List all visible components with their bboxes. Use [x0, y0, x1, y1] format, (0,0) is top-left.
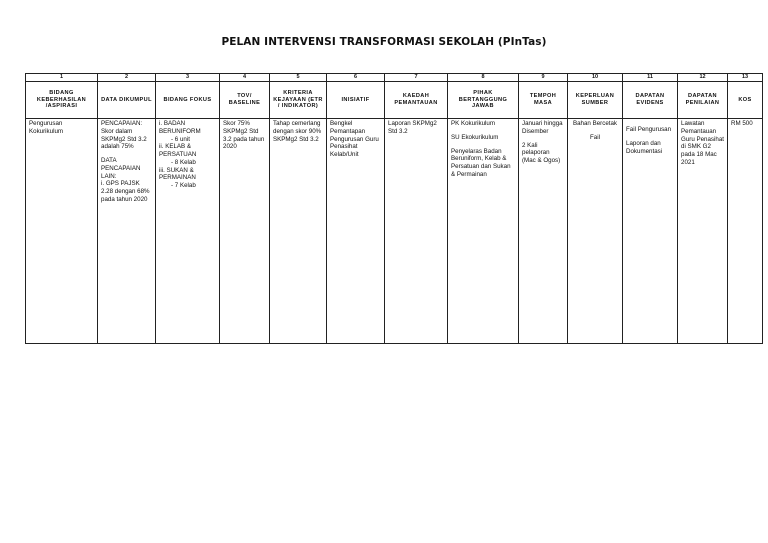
cell-evaluation — [678, 119, 728, 344]
column-header: PIHAK BERTANGGUNG JAWAB — [448, 82, 519, 119]
cell-text: Fail — [590, 133, 600, 141]
cell-aspiration — [26, 119, 98, 344]
column-number: 1 — [26, 74, 98, 82]
cell-text: Lawatan Pemantauan Guru Penasihat di SMK G2 pada 18 Mac 2021 — [681, 120, 724, 166]
cell-text: PK Kokurikulum — [451, 120, 496, 127]
cell-evidence — [623, 119, 678, 344]
cell-text: DATA PENCAPAIAN LAIN: — [101, 157, 141, 180]
column-number: 12 — [678, 74, 728, 82]
column-number: 11 — [623, 74, 678, 82]
column-header: BIDANG FOKUS — [156, 82, 220, 119]
cell-text: PENCAPAIAN: — [101, 120, 143, 127]
cell-text: Laporan dan Dokumentasi — [626, 139, 663, 155]
cell-text: Skor dalam SKPMg2 Std 3.2 adalah 75% — [101, 127, 147, 151]
column-header: INISIATIF — [327, 82, 385, 119]
column-header: KAEDAH PEMANTAUAN — [385, 82, 448, 119]
table-row — [26, 119, 763, 344]
page-title: PELAN INTERVENSI TRANSFORMASI SEKOLAH (PInTas) — [221, 36, 547, 48]
cell-text: Januari hingga Disember — [522, 120, 563, 135]
column-header: KEPERLUAN SUMBER — [568, 82, 623, 119]
cell-data-collected — [98, 119, 156, 344]
cell-text: iii. SUKAN & PERMAINAN — [159, 166, 196, 182]
column-header: KRITERIA KEJAYAAN (ETR / INDIKATOR) — [270, 82, 327, 119]
cell-resources — [568, 119, 623, 344]
column-number: 6 — [327, 74, 385, 82]
cell-baseline — [220, 119, 270, 344]
cell-text: RM 500 — [731, 120, 753, 127]
cell-text: i. GPS PAJSK 2.28 dengan 68% pada tahun 2020 — [101, 180, 150, 203]
cell-duration — [519, 119, 568, 344]
column-number: 9 — [519, 74, 568, 82]
cell-initiative — [327, 119, 385, 344]
column-header: TOV/ BASELINE — [220, 82, 270, 119]
column-header: BIDANG KEBERHASILAN /ASPIRASI — [26, 82, 98, 119]
cell-text: Pengurusan Kokurikulum — [29, 120, 64, 135]
cell-success-criteria — [270, 119, 327, 344]
column-number-row — [26, 74, 763, 82]
cell-text: 2 Kali pelaporan (Mac & Ogos) — [522, 141, 561, 164]
column-number: 10 — [568, 74, 623, 82]
cell-cost — [728, 119, 763, 344]
column-header: DAPATAN PENILAIAN — [678, 82, 728, 119]
column-number: 3 — [156, 74, 220, 82]
cell-text: - 6 unit — [171, 135, 190, 143]
column-number: 7 — [385, 74, 448, 82]
cell-text: Laporan SKPMg2 Std 3.2 — [388, 120, 437, 135]
cell-monitoring-method — [385, 119, 448, 344]
column-header: DATA DIKUMPUL — [98, 82, 156, 119]
cell-text: Bengkel Pemantapan Pengurusan Guru Penasihat Kelab/Unit — [330, 120, 379, 158]
cell-text: SU Ekokurikulum — [451, 133, 499, 141]
cell-text: Penyelaras Badan Beruniform, Kelab & Persatuan dan Sukan & Permainan — [451, 147, 511, 178]
column-number: 2 — [98, 74, 156, 82]
cell-text: - 8 Kelab — [171, 158, 196, 166]
column-number: 13 — [728, 74, 763, 82]
cell-text: Skor 75% SKPMg2 Std 3.2 pada tahun 2020 — [223, 120, 265, 151]
intervention-plan-table — [25, 73, 763, 344]
cell-text: ii. KELAB & PERSATUAN — [159, 143, 197, 158]
cell-text: Fail Pengurusan — [626, 126, 672, 133]
cell-text: Bahan Bercetak — [572, 120, 618, 127]
column-header-row — [26, 82, 763, 119]
cell-text: Tahap cemerlang dengan skor 90% SKPMg2 Std 3.2 — [273, 120, 322, 143]
column-number: 5 — [270, 74, 327, 82]
column-header: KOS — [728, 82, 763, 119]
column-number: 8 — [448, 74, 519, 82]
cell-responsible-party — [448, 119, 519, 344]
cell-text: - 7 Kelab — [171, 182, 196, 189]
column-header: TEMPOH MASA — [519, 82, 568, 119]
cell-focus-area — [156, 119, 220, 344]
column-header: DAPATAN EVIDENS — [623, 82, 678, 119]
cell-text: i. BADAN BERUNIFORM — [159, 120, 201, 135]
column-number: 4 — [220, 74, 270, 82]
